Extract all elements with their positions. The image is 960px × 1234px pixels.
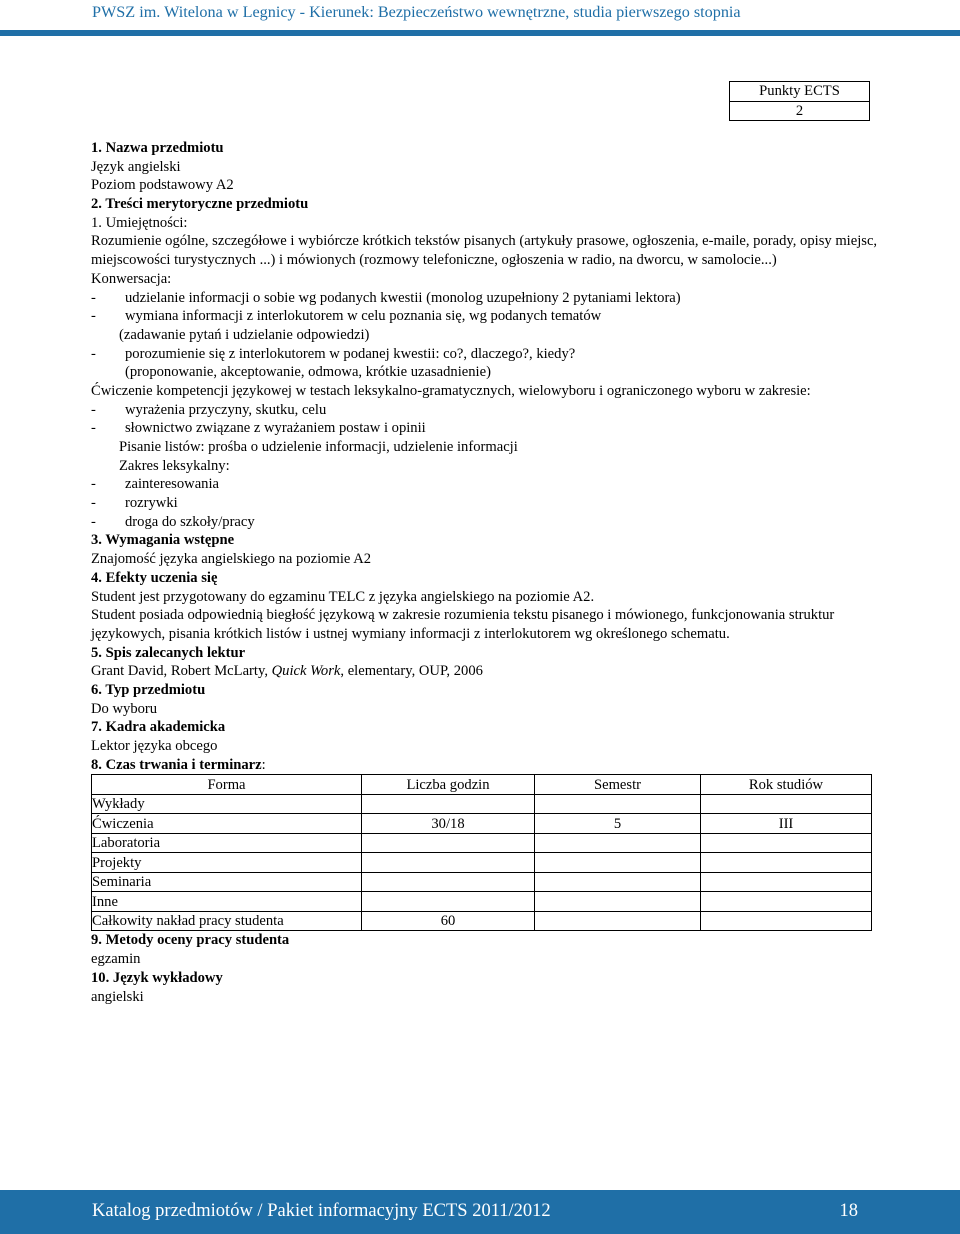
academic-staff: Lektor języka obcego [91, 738, 218, 755]
footer-text: Katalog przedmiotów / Pakiet informacyjny ECTS 2011/2012 [92, 1201, 551, 1221]
section-3-heading: 3. Wymagania wstępne [91, 532, 235, 549]
outcomes-line-2: Student posiada odpowiednią biegłość językową w zakresie rozumienia tekstu pisanego i mówionego, funkcjonowania struktur językowych, pisania krótkich listów i ustnej wymiany informacji z interlokutorem wg określonego schematu. [91, 607, 835, 642]
column-header: Forma [92, 775, 362, 795]
list-item-continuation: (proponowanie, akceptowanie, odmowa, krótkie uzasadnienie) [125, 364, 491, 381]
page-header [0, 0, 960, 36]
writing-line: Pisanie listów: prośba o udzielenie informacji, udzielenie informacji [119, 439, 518, 456]
ects-label: Punkty ECTS [730, 82, 869, 102]
table-row: Inne [92, 892, 872, 912]
column-header: Semestr [535, 775, 701, 795]
section-8-heading-line: 8. Czas trwania i terminarz: [91, 756, 266, 773]
section-9-heading: 9. Metody oceny pracy studenta [91, 932, 290, 949]
requirements-text: Znajomość języka angielskiego na poziomie A2 [91, 551, 372, 568]
ects-value: 2 [795, 103, 804, 119]
teaching-language: angielski [91, 988, 144, 1005]
table-header-row [92, 775, 872, 795]
section-8-heading: 8. Czas trwania i terminarz [91, 756, 262, 773]
skills-label: 1. Umiejętności: [91, 214, 188, 231]
skills-paragraph: Rozumienie ogólne, szczegółowe i wybiórcze krótkich tekstów pisanych (artykuły prasowe, ogłoszenia, e-maile, porady, opisy miejsc, miejscowości turystycznych ...) i mówionych (rozmowy telefoniczne, ogłoszenia w radio, na dworcu, w samolocie...) [91, 233, 878, 269]
list-item: - droga do szkoły/pracy [91, 513, 255, 530]
page-number: 18 [839, 1201, 858, 1221]
table-row: Projekty [92, 853, 872, 873]
list-item: - wymiana informacji z interlokutorem w celu poznania się, wg podanych tematów [91, 308, 602, 325]
reading-list-item: Grant David, Robert McLarty, Quick Work, elementary, OUP, 2006 [91, 663, 483, 680]
list-item-continuation: (zadawanie pytań i udzielanie odpowiedzi) [119, 326, 370, 343]
schedule-table [91, 774, 872, 931]
list-item: - wyrażenia przyczyny, skutku, celu [91, 401, 327, 418]
assessment-method: egzamin [91, 951, 141, 968]
subject-level: Poziom podstawowy A2 [91, 177, 234, 194]
table-row: Ćwiczenia 30/18 5 III [92, 814, 872, 834]
list-item: - rozrywki [91, 495, 178, 512]
subject-type: Do wyboru [91, 700, 158, 717]
subject-name: Język angielski [91, 158, 181, 175]
section-7-heading: 7. Kadra akademicka [91, 719, 226, 736]
exercise-paragraph: Ćwiczenie kompetencji językowej w testach leksykalno-gramatycznych, wielowyboru i ograniczonego wyboru w zakresie: [91, 382, 811, 399]
list-item: - porozumienie się z interlokutorem w podanej kwestii: co?, dlaczego?, kiedy? [91, 345, 576, 362]
section-2-heading: 2. Treści merytoryczne przedmiotu [91, 196, 309, 213]
section-1-heading: 1. Nazwa przedmiotu [91, 140, 224, 156]
table-row: Laboratoria [92, 833, 872, 853]
list-item: - słownictwo związane z wyrażaniem postaw i opinii [91, 420, 426, 437]
total-label: Całkowity nakład pracy studenta [92, 911, 362, 931]
outcomes-line-1: Student jest przygotowany do egzaminu TELC z języka angielskiego na poziomie A2. [91, 588, 595, 605]
section-10-heading: 10. Język wykładowy [91, 969, 223, 986]
table-total-row [92, 911, 872, 931]
section-4-heading: 4. Efekty uczenia się [91, 569, 218, 586]
column-header: Liczba godzin [362, 775, 535, 795]
section-6-heading: 6. Typ przedmiotu [91, 682, 206, 699]
page-footer [0, 1190, 960, 1234]
column-header: Rok studiów [701, 775, 872, 795]
lexical-scope-label: Zakres leksykalny: [119, 457, 230, 474]
list-item: - udzielanie informacji o sobie wg podanych kwestii (monolog uzupełniony 2 pytaniami lektora) [91, 289, 681, 306]
conversation-label: Konwersacja: [91, 270, 172, 287]
section-5-heading: 5. Spis zalecanych lektur [91, 644, 246, 661]
table-row: Seminaria [92, 872, 872, 892]
document-body [91, 139, 881, 1006]
ects-box [729, 81, 870, 121]
total-value: 60 [362, 911, 535, 931]
header-title: PWSZ im. Witelona w Legnicy - Kierunek: Bezpieczeństwo wewnętrzne, studia pierwszego stopnia [92, 3, 741, 21]
table-row: Wykłady [92, 794, 872, 814]
list-item: - zainteresowania [91, 476, 219, 493]
